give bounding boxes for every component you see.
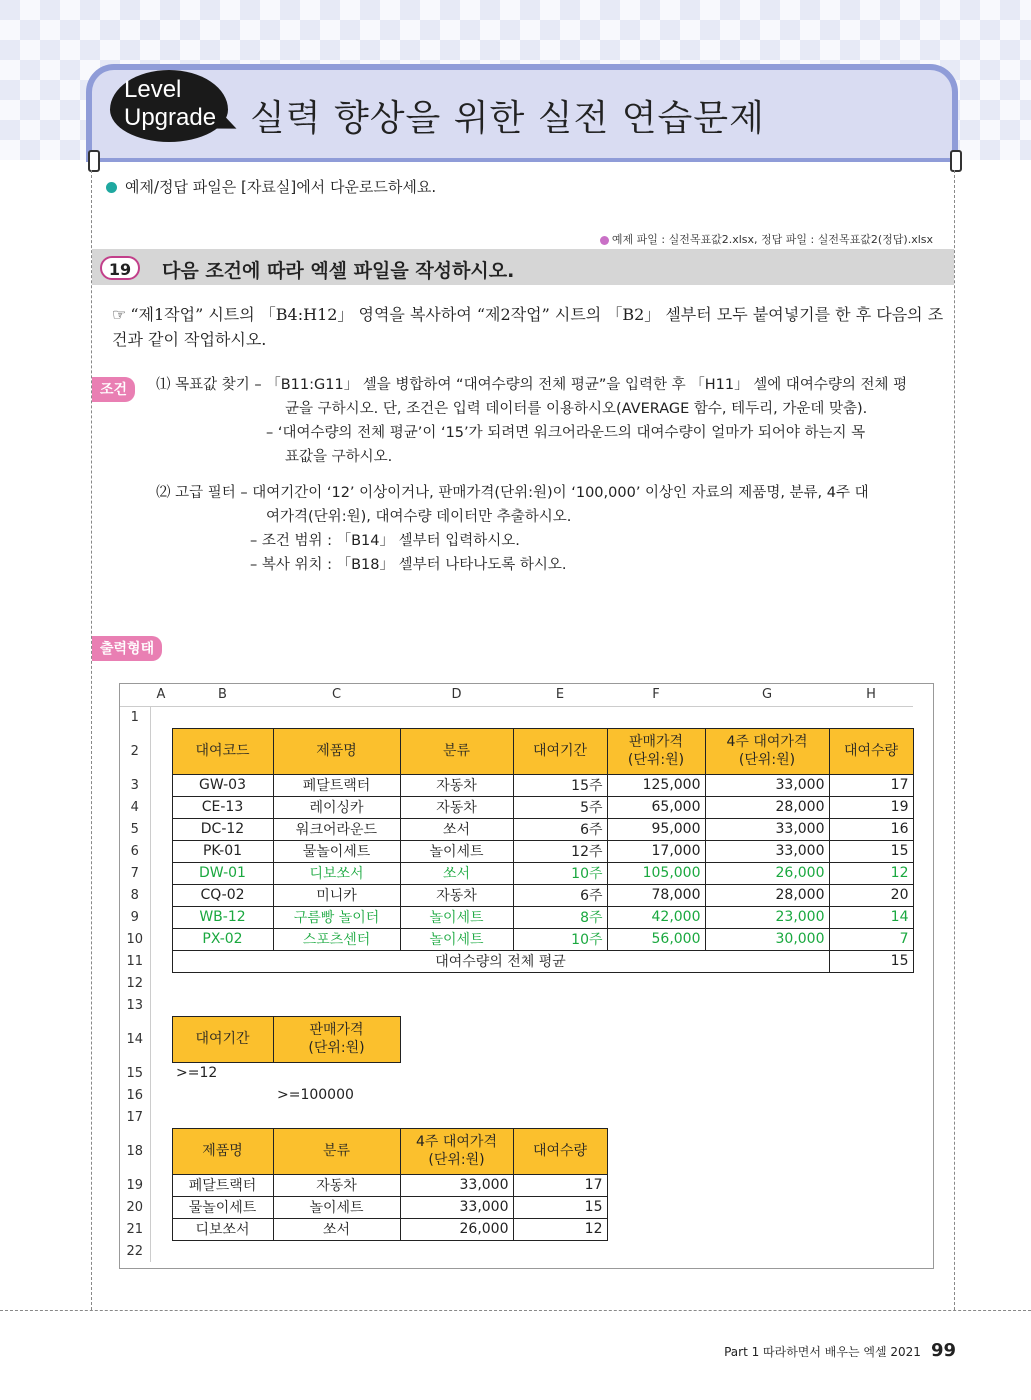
empty-cell [607,1240,705,1262]
empty-cell [172,994,273,1016]
row-header: 18 [120,1128,150,1174]
empty-cell [607,1084,705,1106]
table-cell: 17 [829,774,913,796]
column-header-d: D [400,684,513,706]
empty-cell [705,706,829,728]
empty-cell [705,1218,829,1240]
sheet-row [120,1106,913,1128]
empty-cell [400,1084,513,1106]
table-cell: 6주 [513,818,607,840]
empty-cell [273,706,400,728]
table-cell: 놀이세트 [400,928,513,950]
left-dashed-border [91,170,92,1310]
output-tag: 출력형태 [92,636,162,661]
empty-cell [400,1106,513,1128]
empty-cell [705,1084,829,1106]
result-cell: 17 [513,1174,607,1196]
empty-cell [607,994,705,1016]
table-cell: 자동차 [400,774,513,796]
empty-cell [172,706,273,728]
empty-cell [705,994,829,1016]
column-a-cell [150,994,172,1016]
empty-cell [172,1106,273,1128]
table-cell: 17,000 [607,840,705,862]
sheet-row [120,972,913,994]
empty-cell [829,1218,913,1240]
sheet-row [120,1128,913,1174]
column-a-cell [150,1218,172,1240]
average-label-cell: 대여수량의 전체 평균 [172,950,829,972]
row-header: 3 [120,774,150,796]
sheet-row [120,994,913,1016]
table-cell: 8주 [513,906,607,928]
empty-cell [829,1128,913,1174]
empty-cell [705,1128,829,1174]
table-cell: 20 [829,884,913,906]
table-cell: PK-01 [172,840,273,862]
column-a-cell [150,706,172,728]
row-header: 22 [120,1240,150,1262]
table-cell: 26,000 [705,862,829,884]
level-upgrade-badge [110,70,228,142]
column-a-cell [150,1196,172,1218]
table-cell: 15주 [513,774,607,796]
result-header-cell: 분류 [273,1128,400,1174]
column-a-cell [150,1240,172,1262]
condition-2-line-3: – 조건 범위 : 「B14」 셀부터 입력하시오. [250,533,520,549]
sheet-row [120,862,913,884]
result-cell: 12 [513,1218,607,1240]
column-a-cell [150,774,172,796]
empty-cell [829,1174,913,1196]
sheet-row [120,728,913,774]
row-header: 17 [120,1106,150,1128]
empty-cell [400,1240,513,1262]
table-cell: 10주 [513,928,607,950]
sheet-row [120,1240,913,1262]
result-cell: 물놀이세트 [172,1196,273,1218]
empty-cell [607,1106,705,1128]
column-a-cell [150,818,172,840]
row-header: 11 [120,950,150,972]
table-header-cell: 대여코드 [172,728,273,774]
empty-cell [513,1062,607,1084]
empty-cell [829,1084,913,1106]
table-header-cell: 제품명 [273,728,400,774]
empty-cell [513,994,607,1016]
row-header: 16 [120,1084,150,1106]
empty-cell [400,994,513,1016]
table-cell: 미니카 [273,884,400,906]
average-value-cell: 15 [829,950,913,972]
table-header-cell: 분류 [400,728,513,774]
sheet-row [120,818,913,840]
empty-cell [829,1106,913,1128]
table-cell: 105,000 [607,862,705,884]
column-header-e: E [513,684,607,706]
column-header-b: B [172,684,273,706]
empty-cell [607,1174,705,1196]
table-cell: 자동차 [400,884,513,906]
result-cell: 26,000 [400,1218,513,1240]
empty-cell [829,1196,913,1218]
empty-cell [705,1016,829,1062]
sheet-row [120,928,913,950]
empty-cell [513,706,607,728]
table-cell: 디보쏘서 [273,862,400,884]
row-header: 14 [120,1016,150,1062]
column-header-row [120,684,913,706]
table-cell: 7 [829,928,913,950]
spreadsheet-grid [120,684,914,1262]
column-header-c: C [273,684,400,706]
table-cell: WB-12 [172,906,273,928]
table-cell: DW-01 [172,862,273,884]
column-header-f: F [607,684,705,706]
column-a-cell [150,972,172,994]
column-a-cell [150,728,172,774]
sheet-row [120,1174,913,1196]
table-cell: 페달트랙터 [273,774,400,796]
column-header-g: G [705,684,829,706]
sheet-row [120,1062,913,1084]
column-a-cell [150,1062,172,1084]
sheet-row [120,950,913,972]
page-title: 실력 향상을 위한 실전 연습문제 [250,98,765,139]
table-cell: 10주 [513,862,607,884]
column-a-cell [150,862,172,884]
table-cell: 12주 [513,840,607,862]
table-cell: 워크어라운드 [273,818,400,840]
table-cell: 28,000 [705,796,829,818]
row-header: 19 [120,1174,150,1196]
result-cell: 자동차 [273,1174,400,1196]
sheet-row [120,884,913,906]
bullet-icon [600,236,609,245]
empty-cell [400,706,513,728]
sheet-row [120,1016,913,1062]
download-notice [106,176,436,197]
empty-cell [705,1196,829,1218]
empty-cell [705,1174,829,1196]
criteria-header-cell: 대여기간 [172,1016,273,1062]
result-header-cell: 제품명 [172,1128,273,1174]
question-title: 다음 조건에 따라 엑셀 파일을 작성하시오. [162,260,515,282]
table-cell: 스포츠센터 [273,928,400,950]
table-cell: CQ-02 [172,884,273,906]
table-cell: 33,000 [705,774,829,796]
column-a-cell [150,1084,172,1106]
empty-cell [607,1218,705,1240]
column-a-cell [150,928,172,950]
title-frame-bottom-line [86,158,958,162]
table-cell: 쏘서 [400,818,513,840]
condition-2-line-2: 여가격(단위:원), 대여수량 데이터만 추출하시오. [266,509,572,525]
row-header: 5 [120,818,150,840]
sheet-row [120,1218,913,1240]
right-dashed-border [954,170,955,1310]
table-cell: 33,000 [705,818,829,840]
row-header: 4 [120,796,150,818]
empty-cell [829,1062,913,1084]
table-cell: 14 [829,906,913,928]
empty-cell [705,1240,829,1262]
empty-cell [607,972,705,994]
empty-cell [400,1062,513,1084]
table-cell: 125,000 [607,774,705,796]
table-cell: DC-12 [172,818,273,840]
footer-text: Part 1 따라하면서 배우는 엑셀 2021 [724,1345,921,1359]
empty-cell [607,1128,705,1174]
column-a-cell [150,1016,172,1062]
table-cell: 레이싱카 [273,796,400,818]
table-cell: 구름빵 놀이터 [273,906,400,928]
table-cell: 95,000 [607,818,705,840]
table-cell: 물놀이세트 [273,840,400,862]
table-cell: 23,000 [705,906,829,928]
row-header: 15 [120,1062,150,1084]
table-cell: 6주 [513,884,607,906]
table-cell: 12 [829,862,913,884]
page-footer [724,1340,956,1361]
table-cell: 65,000 [607,796,705,818]
empty-cell [273,1240,400,1262]
row-header: 7 [120,862,150,884]
table-header-cell: 4주 대여가격 (단위:원) [705,728,829,774]
sheet-row [120,796,913,818]
column-a-cell [150,1106,172,1128]
result-header-cell: 4주 대여가격 (단위:원) [400,1128,513,1174]
result-cell: 놀이세트 [273,1196,400,1218]
condition-1-line-2: 균을 구하시오. 단, 조건은 입력 데이터를 이용하시오(AVERAGE 함수, 테두리, 가운데 맞춤). [285,401,868,417]
pointing-hand-icon: ☞ [112,305,127,324]
column-a-cell [150,950,172,972]
condition-1-line-3: – ‘대여수량의 전체 평균’이 ‘15’가 되려면 워크어라운드의 대여수량이 얼마가 되어야 하는지 목 [266,425,866,441]
column-a-cell [150,906,172,928]
badge-line1: Level [124,76,182,103]
bullet-icon [106,182,117,193]
row-header: 13 [120,994,150,1016]
instruction-text: “제1작업” 시트의 「B4:H12」 영역을 복사하여 “제2작업” 시트의 「B2」 셀부터 모두 붙여넣기를 한 후 다음의 조건과 같이 작업하시오. [112,305,944,349]
result-cell: 디보쏘서 [172,1218,273,1240]
empty-cell [607,1196,705,1218]
row-header: 10 [120,928,150,950]
pin-left-icon [88,150,100,172]
empty-cell [705,1062,829,1084]
row-header: 20 [120,1196,150,1218]
table-cell: 쏘서 [400,862,513,884]
table-cell: 놀이세트 [400,906,513,928]
column-header-h: H [829,684,913,706]
result-cell: 페달트랙터 [172,1174,273,1196]
result-cell: 15 [513,1196,607,1218]
empty-cell [273,994,400,1016]
result-cell: 33,000 [400,1174,513,1196]
question-number: 19 [100,256,140,280]
table-cell: 놀이세트 [400,840,513,862]
empty-cell [513,972,607,994]
table-header-cell: 대여수량 [829,728,913,774]
empty-cell [705,972,829,994]
row-header: 21 [120,1218,150,1240]
empty-cell [607,706,705,728]
badge-line2: Upgrade [124,104,217,131]
empty-cell [513,1106,607,1128]
row-header: 1 [120,706,150,728]
column-header-a: A [150,684,172,706]
table-cell: 자동차 [400,796,513,818]
row-header: 8 [120,884,150,906]
empty-cell [513,1016,607,1062]
empty-cell [400,972,513,994]
table-cell: CE-13 [172,796,273,818]
column-a-cell [150,884,172,906]
condition-1-line-1: ⑴ 목표값 찾기 – 「B11:G11」 셀을 병합하여 “대여수량의 전체 평균”을 입력한 후 「H11」 셀에 대여수량의 전체 평 [156,377,908,393]
row-header: 6 [120,840,150,862]
table-cell: 33,000 [705,840,829,862]
empty-cell [273,1106,400,1128]
table-cell: 30,000 [705,928,829,950]
empty-cell [829,972,913,994]
bottom-dashed-border [0,1310,1031,1311]
empty-cell [513,1084,607,1106]
instruction [112,302,952,352]
table-cell: 28,000 [705,884,829,906]
empty-cell [172,972,273,994]
file-info [600,231,933,247]
condition-2-line-4: – 복사 위치 : 「B18」 셀부터 나타나도록 하시오. [250,557,567,573]
empty-cell [172,1240,273,1262]
sheet-row [120,1084,913,1106]
sheet-row [120,906,913,928]
criteria-header-cell: 판매가격 (단위:원) [273,1016,400,1062]
table-cell: 78,000 [607,884,705,906]
column-a-cell [150,796,172,818]
empty-cell [607,1016,705,1062]
sheet-row [120,706,913,728]
table-cell: PX-02 [172,928,273,950]
row-header: 2 [120,728,150,774]
empty-cell [829,706,913,728]
table-header-cell: 대여기간 [513,728,607,774]
corner-cell [120,684,150,706]
empty-cell [273,972,400,994]
condition-2-line-1: ⑵ 고급 필터 – 대여기간이 ‘12’ 이상이거나, 판매가격(단위:원)이 ‘100,000’ 이상인 자료의 제품명, 분류, 4주 대 [156,485,869,501]
page-number: 99 [930,1340,956,1361]
empty-cell [829,1240,913,1262]
row-header: 12 [120,972,150,994]
spreadsheet-output [119,683,934,1269]
file-info-text: 예제 파일 : 실전목표값2.xlsx, 정답 파일 : 실전목표값2(정답).xlsx [611,233,933,246]
table-cell: 15 [829,840,913,862]
column-a-cell [150,840,172,862]
table-header-cell: 판매가격 (단위:원) [607,728,705,774]
empty-cell [829,994,913,1016]
condition-1-line-4: 표값을 구하시오. [285,449,393,465]
empty-cell [705,1106,829,1128]
pin-right-icon [950,150,962,172]
sheet-row [120,774,913,796]
column-a-cell [150,1174,172,1196]
table-cell: 16 [829,818,913,840]
empty-cell [607,1062,705,1084]
table-cell: 42,000 [607,906,705,928]
empty-cell [400,1016,513,1062]
empty-cell [172,1084,273,1106]
table-cell: 56,000 [607,928,705,950]
result-cell: 쏘서 [273,1218,400,1240]
row-header: 9 [120,906,150,928]
condition-tag: 조건 [92,377,135,402]
criteria-value-cell: >=12 [176,1065,218,1082]
column-a-cell [150,1128,172,1174]
empty-cell [829,1016,913,1062]
table-cell: 5주 [513,796,607,818]
result-cell: 33,000 [400,1196,513,1218]
sheet-row [120,1196,913,1218]
result-header-cell: 대여수량 [513,1128,607,1174]
table-cell: 19 [829,796,913,818]
criteria-value-cell: >=100000 [277,1087,354,1103]
sheet-row [120,840,913,862]
table-cell: GW-03 [172,774,273,796]
empty-cell [513,1240,607,1262]
notice-text: 예제/정답 파일은 [자료실]에서 다운로드하세요. [125,178,437,196]
empty-cell [273,1062,400,1084]
